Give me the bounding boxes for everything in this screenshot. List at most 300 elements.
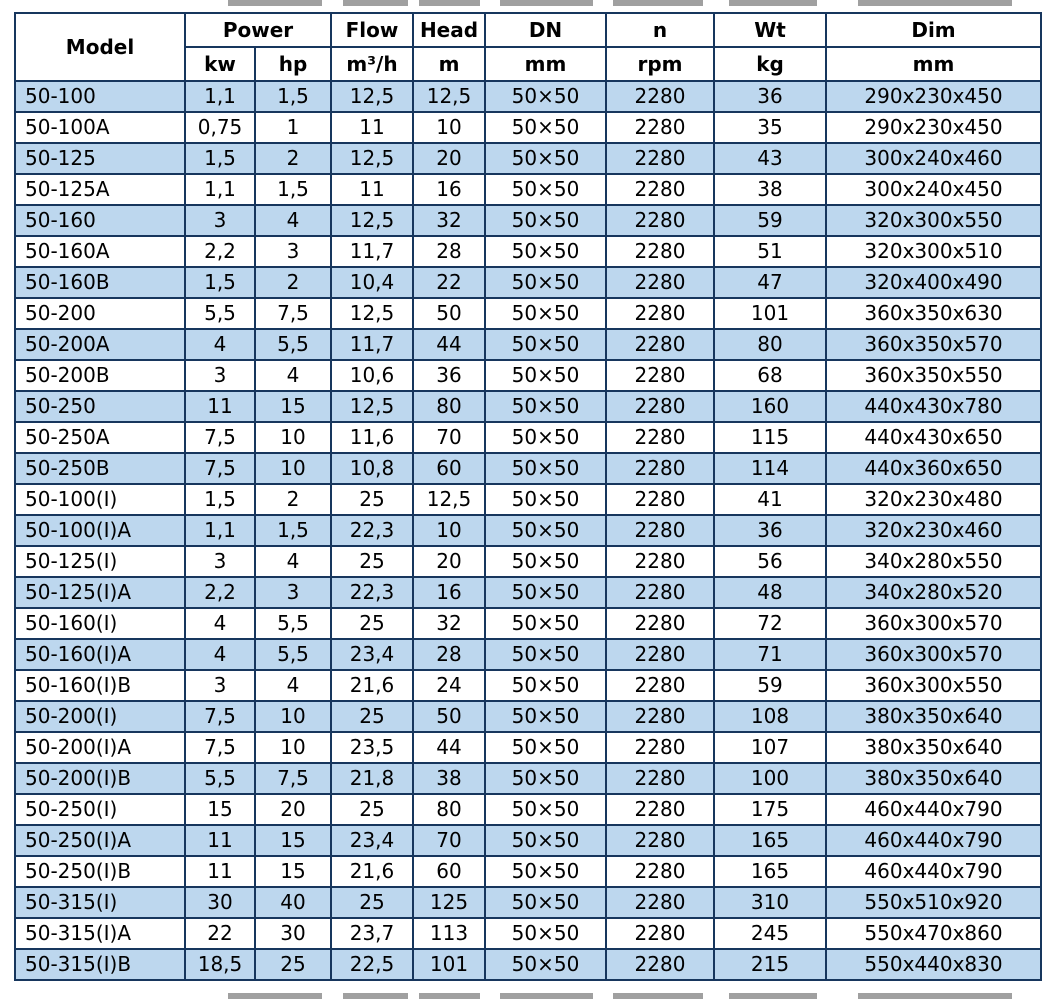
value-cell: 10 [413, 112, 485, 143]
value-cell: 23,7 [331, 918, 413, 949]
value-cell: 22,3 [331, 577, 413, 608]
model-cell: 50-250 [15, 391, 185, 422]
value-cell: 5,5 [185, 298, 255, 329]
model-cell: 50-160(I) [15, 608, 185, 639]
value-cell: 165 [714, 856, 826, 887]
value-cell: 7,5 [185, 453, 255, 484]
value-cell: 2,2 [185, 236, 255, 267]
unit-dn: mm [485, 47, 606, 81]
value-cell: 20 [255, 794, 331, 825]
value-cell: 50×50 [485, 329, 606, 360]
value-cell: 4 [255, 670, 331, 701]
value-cell: 2280 [606, 887, 714, 918]
value-cell: 1,5 [255, 174, 331, 205]
model-cell: 50-160(I)A [15, 639, 185, 670]
artifact-segment [500, 993, 593, 999]
table-row [15, 360, 1041, 391]
value-cell: 60 [413, 453, 485, 484]
value-cell: 1,5 [255, 81, 331, 112]
col-header-flow: Flow [331, 13, 413, 47]
value-cell: 2280 [606, 794, 714, 825]
artifact-segment [729, 0, 817, 6]
value-cell: 2280 [606, 267, 714, 298]
value-cell: 15 [255, 825, 331, 856]
value-cell: 50×50 [485, 701, 606, 732]
value-cell: 50×50 [485, 236, 606, 267]
value-cell: 50×50 [485, 825, 606, 856]
value-cell: 10 [255, 701, 331, 732]
value-cell: 12,5 [331, 298, 413, 329]
table-row [15, 608, 1041, 639]
value-cell: 25 [331, 701, 413, 732]
value-cell: 16 [413, 174, 485, 205]
value-cell: 50×50 [485, 205, 606, 236]
model-cell: 50-125(I) [15, 546, 185, 577]
value-cell: 550x470x860 [826, 918, 1041, 949]
value-cell: 2280 [606, 453, 714, 484]
value-cell: 2280 [606, 143, 714, 174]
value-cell: 72 [714, 608, 826, 639]
model-cell: 50-200(I)A [15, 732, 185, 763]
value-cell: 4 [255, 360, 331, 391]
value-cell: 380x350x640 [826, 763, 1041, 794]
value-cell: 100 [714, 763, 826, 794]
value-cell: 47 [714, 267, 826, 298]
value-cell: 50×50 [485, 608, 606, 639]
value-cell: 101 [714, 298, 826, 329]
table-row [15, 298, 1041, 329]
value-cell: 12,5 [331, 205, 413, 236]
value-cell: 44 [413, 329, 485, 360]
model-cell: 50-315(I)B [15, 949, 185, 980]
value-cell: 30 [185, 887, 255, 918]
value-cell: 11 [185, 856, 255, 887]
table-row [15, 236, 1041, 267]
value-cell: 56 [714, 546, 826, 577]
value-cell: 10,6 [331, 360, 413, 391]
table-row [15, 639, 1041, 670]
artifact-segment [228, 0, 322, 6]
artifact-segment [343, 993, 408, 999]
artifact-segment [613, 0, 703, 6]
value-cell: 2 [255, 484, 331, 515]
value-cell: 5,5 [185, 763, 255, 794]
value-cell: 310 [714, 887, 826, 918]
value-cell: 2280 [606, 298, 714, 329]
model-cell: 50-250A [15, 422, 185, 453]
value-cell: 108 [714, 701, 826, 732]
value-cell: 10,4 [331, 267, 413, 298]
value-cell: 0,75 [185, 112, 255, 143]
value-cell: 440x430x650 [826, 422, 1041, 453]
table-row [15, 205, 1041, 236]
value-cell: 1,5 [185, 267, 255, 298]
unit-hp: hp [255, 47, 331, 81]
col-header-power: Power [185, 13, 331, 47]
unit-wt: kg [714, 47, 826, 81]
artifact-segment [729, 993, 817, 999]
value-cell: 4 [185, 639, 255, 670]
value-cell: 25 [331, 484, 413, 515]
table-row [15, 825, 1041, 856]
model-cell: 50-250B [15, 453, 185, 484]
value-cell: 107 [714, 732, 826, 763]
value-cell: 460x440x790 [826, 856, 1041, 887]
value-cell: 11,7 [331, 329, 413, 360]
value-cell: 3 [185, 205, 255, 236]
col-header-dim: Dim [826, 13, 1041, 47]
artifact-segment [858, 0, 1012, 6]
value-cell: 7,5 [185, 732, 255, 763]
value-cell: 360x350x570 [826, 329, 1041, 360]
model-cell: 50-160A [15, 236, 185, 267]
col-header-n: n [606, 13, 714, 47]
value-cell: 50×50 [485, 949, 606, 980]
value-cell: 2280 [606, 422, 714, 453]
value-cell: 5,5 [255, 608, 331, 639]
value-cell: 50×50 [485, 174, 606, 205]
value-cell: 23,5 [331, 732, 413, 763]
col-header-dn: DN [485, 13, 606, 47]
value-cell: 320x300x550 [826, 205, 1041, 236]
col-header-wt: Wt [714, 13, 826, 47]
value-cell: 300x240x450 [826, 174, 1041, 205]
value-cell: 2280 [606, 174, 714, 205]
table-row [15, 670, 1041, 701]
value-cell: 50×50 [485, 794, 606, 825]
value-cell: 2280 [606, 112, 714, 143]
value-cell: 1 [255, 112, 331, 143]
table-row [15, 174, 1041, 205]
value-cell: 2 [255, 143, 331, 174]
model-cell: 50-200A [15, 329, 185, 360]
value-cell: 10 [255, 732, 331, 763]
value-cell: 5,5 [255, 329, 331, 360]
value-cell: 44 [413, 732, 485, 763]
value-cell: 2280 [606, 360, 714, 391]
value-cell: 4 [185, 329, 255, 360]
value-cell: 50×50 [485, 81, 606, 112]
table-row [15, 484, 1041, 515]
value-cell: 50 [413, 701, 485, 732]
value-cell: 22,5 [331, 949, 413, 980]
value-cell: 70 [413, 422, 485, 453]
value-cell: 50×50 [485, 391, 606, 422]
value-cell: 22 [185, 918, 255, 949]
value-cell: 41 [714, 484, 826, 515]
value-cell: 3 [255, 577, 331, 608]
value-cell: 10 [255, 453, 331, 484]
value-cell: 3 [185, 670, 255, 701]
unit-flow: m³/h [331, 47, 413, 81]
value-cell: 50×50 [485, 670, 606, 701]
value-cell: 460x440x790 [826, 794, 1041, 825]
value-cell: 32 [413, 205, 485, 236]
value-cell: 23,4 [331, 639, 413, 670]
value-cell: 80 [714, 329, 826, 360]
value-cell: 15 [255, 391, 331, 422]
value-cell: 24 [413, 670, 485, 701]
table-row [15, 329, 1041, 360]
value-cell: 440x360x650 [826, 453, 1041, 484]
value-cell: 1,5 [185, 484, 255, 515]
value-cell: 25 [331, 887, 413, 918]
table-row [15, 763, 1041, 794]
unit-n: rpm [606, 47, 714, 81]
value-cell: 290x230x450 [826, 81, 1041, 112]
value-cell: 50×50 [485, 732, 606, 763]
table-row [15, 81, 1041, 112]
value-cell: 12,5 [331, 81, 413, 112]
model-cell: 50-125 [15, 143, 185, 174]
value-cell: 1,5 [185, 143, 255, 174]
value-cell: 36 [714, 81, 826, 112]
value-cell: 215 [714, 949, 826, 980]
value-cell: 360x300x570 [826, 639, 1041, 670]
table-row [15, 453, 1041, 484]
model-cell: 50-250(I) [15, 794, 185, 825]
value-cell: 71 [714, 639, 826, 670]
value-cell: 48 [714, 577, 826, 608]
value-cell: 38 [714, 174, 826, 205]
value-cell: 4 [255, 205, 331, 236]
value-cell: 12,5 [331, 391, 413, 422]
value-cell: 4 [255, 546, 331, 577]
value-cell: 380x350x640 [826, 701, 1041, 732]
value-cell: 18,5 [185, 949, 255, 980]
model-cell: 50-160 [15, 205, 185, 236]
value-cell: 2280 [606, 329, 714, 360]
value-cell: 20 [413, 546, 485, 577]
spec-table-body [15, 81, 1041, 980]
value-cell: 25 [255, 949, 331, 980]
value-cell: 50×50 [485, 422, 606, 453]
value-cell: 50×50 [485, 267, 606, 298]
value-cell: 10 [255, 422, 331, 453]
model-cell: 50-200(I) [15, 701, 185, 732]
value-cell: 440x430x780 [826, 391, 1041, 422]
value-cell: 2280 [606, 391, 714, 422]
table-row [15, 701, 1041, 732]
value-cell: 22,3 [331, 515, 413, 546]
value-cell: 50×50 [485, 856, 606, 887]
artifact-segment [419, 0, 480, 6]
model-cell: 50-100(I) [15, 484, 185, 515]
value-cell: 25 [331, 794, 413, 825]
value-cell: 114 [714, 453, 826, 484]
value-cell: 12,5 [413, 81, 485, 112]
value-cell: 50×50 [485, 763, 606, 794]
artifact-segment [858, 993, 1012, 999]
value-cell: 7,5 [185, 701, 255, 732]
value-cell: 320x230x460 [826, 515, 1041, 546]
unit-head: m [413, 47, 485, 81]
value-cell: 550x440x830 [826, 949, 1041, 980]
value-cell: 2280 [606, 918, 714, 949]
value-cell: 360x300x570 [826, 608, 1041, 639]
value-cell: 80 [413, 794, 485, 825]
value-cell: 15 [255, 856, 331, 887]
value-cell: 80 [413, 391, 485, 422]
value-cell: 113 [413, 918, 485, 949]
value-cell: 23,4 [331, 825, 413, 856]
value-cell: 59 [714, 205, 826, 236]
value-cell: 175 [714, 794, 826, 825]
value-cell: 60 [413, 856, 485, 887]
value-cell: 1,1 [185, 81, 255, 112]
value-cell: 20 [413, 143, 485, 174]
model-cell: 50-100(I)A [15, 515, 185, 546]
model-cell: 50-200 [15, 298, 185, 329]
value-cell: 32 [413, 608, 485, 639]
value-cell: 2280 [606, 484, 714, 515]
value-cell: 59 [714, 670, 826, 701]
value-cell: 50×50 [485, 112, 606, 143]
value-cell: 50 [413, 298, 485, 329]
value-cell: 300x240x460 [826, 143, 1041, 174]
table-row [15, 143, 1041, 174]
model-cell: 50-315(I)A [15, 918, 185, 949]
table-row [15, 794, 1041, 825]
value-cell: 15 [185, 794, 255, 825]
value-cell: 50×50 [485, 918, 606, 949]
model-cell: 50-250(I)B [15, 856, 185, 887]
value-cell: 1,5 [255, 515, 331, 546]
pump-spec-table [14, 12, 1042, 981]
value-cell: 50×50 [485, 298, 606, 329]
value-cell: 16 [413, 577, 485, 608]
table-row [15, 112, 1041, 143]
value-cell: 3 [185, 360, 255, 391]
value-cell: 11 [331, 174, 413, 205]
value-cell: 550x510x920 [826, 887, 1041, 918]
value-cell: 11 [185, 391, 255, 422]
model-cell: 50-160B [15, 267, 185, 298]
value-cell: 160 [714, 391, 826, 422]
value-cell: 340x280x550 [826, 546, 1041, 577]
artifact-segment [343, 0, 408, 6]
col-header-head: Head [413, 13, 485, 47]
value-cell: 4 [185, 608, 255, 639]
value-cell: 22 [413, 267, 485, 298]
table-row [15, 577, 1041, 608]
table-header [15, 13, 1041, 81]
table-row [15, 732, 1041, 763]
header-group-row [15, 13, 1041, 47]
value-cell: 101 [413, 949, 485, 980]
table-row [15, 856, 1041, 887]
model-cell: 50-200(I)B [15, 763, 185, 794]
value-cell: 50×50 [485, 639, 606, 670]
value-cell: 12,5 [331, 143, 413, 174]
value-cell: 21,6 [331, 670, 413, 701]
artifact-segment [613, 993, 703, 999]
value-cell: 2280 [606, 546, 714, 577]
col-header-model: Model [15, 13, 185, 81]
value-cell: 380x350x640 [826, 732, 1041, 763]
value-cell: 2280 [606, 236, 714, 267]
value-cell: 3 [255, 236, 331, 267]
value-cell: 245 [714, 918, 826, 949]
value-cell: 2,2 [185, 577, 255, 608]
value-cell: 360x350x630 [826, 298, 1041, 329]
value-cell: 115 [714, 422, 826, 453]
model-cell: 50-100 [15, 81, 185, 112]
artifact-segment [419, 993, 480, 999]
value-cell: 360x350x550 [826, 360, 1041, 391]
value-cell: 7,5 [185, 422, 255, 453]
value-cell: 2280 [606, 205, 714, 236]
model-cell: 50-125(I)A [15, 577, 185, 608]
value-cell: 2280 [606, 670, 714, 701]
value-cell: 12,5 [413, 484, 485, 515]
artifact-segment [228, 993, 322, 999]
value-cell: 340x280x520 [826, 577, 1041, 608]
value-cell: 3 [185, 546, 255, 577]
table-row [15, 949, 1041, 980]
table-row [15, 887, 1041, 918]
value-cell: 50×50 [485, 515, 606, 546]
value-cell: 30 [255, 918, 331, 949]
value-cell: 165 [714, 825, 826, 856]
value-cell: 11 [331, 112, 413, 143]
value-cell: 35 [714, 112, 826, 143]
value-cell: 7,5 [255, 298, 331, 329]
value-cell: 38 [413, 763, 485, 794]
value-cell: 320x300x510 [826, 236, 1041, 267]
value-cell: 1,1 [185, 174, 255, 205]
value-cell: 11,6 [331, 422, 413, 453]
value-cell: 2280 [606, 949, 714, 980]
table-row [15, 918, 1041, 949]
value-cell: 320x230x480 [826, 484, 1041, 515]
value-cell: 50×50 [485, 360, 606, 391]
value-cell: 11,7 [331, 236, 413, 267]
value-cell: 2280 [606, 763, 714, 794]
value-cell: 460x440x790 [826, 825, 1041, 856]
value-cell: 2280 [606, 515, 714, 546]
value-cell: 36 [714, 515, 826, 546]
value-cell: 1,1 [185, 515, 255, 546]
unit-dim: mm [826, 47, 1041, 81]
model-cell: 50-200B [15, 360, 185, 391]
table-row [15, 422, 1041, 453]
value-cell: 10,8 [331, 453, 413, 484]
value-cell: 2280 [606, 732, 714, 763]
value-cell: 50×50 [485, 484, 606, 515]
value-cell: 40 [255, 887, 331, 918]
value-cell: 28 [413, 236, 485, 267]
model-cell: 50-125A [15, 174, 185, 205]
value-cell: 50×50 [485, 887, 606, 918]
value-cell: 2280 [606, 701, 714, 732]
value-cell: 21,6 [331, 856, 413, 887]
value-cell: 2 [255, 267, 331, 298]
value-cell: 2280 [606, 856, 714, 887]
model-cell: 50-250(I)A [15, 825, 185, 856]
value-cell: 10 [413, 515, 485, 546]
value-cell: 125 [413, 887, 485, 918]
table-row [15, 515, 1041, 546]
value-cell: 2280 [606, 577, 714, 608]
value-cell: 7,5 [255, 763, 331, 794]
value-cell: 36 [413, 360, 485, 391]
value-cell: 320x400x490 [826, 267, 1041, 298]
value-cell: 50×50 [485, 453, 606, 484]
table-row [15, 267, 1041, 298]
model-cell: 50-160(I)B [15, 670, 185, 701]
value-cell: 70 [413, 825, 485, 856]
